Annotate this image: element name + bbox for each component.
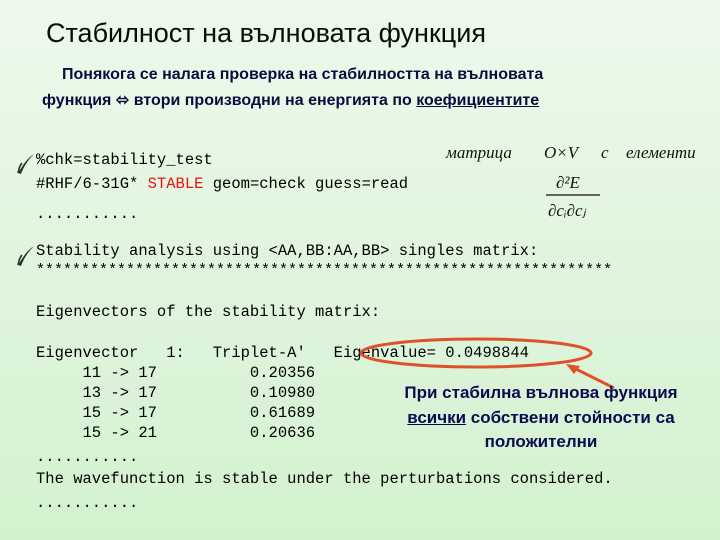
table-row: 15 -> 21 0.20636 xyxy=(36,424,316,442)
ellipsis-line: ........... xyxy=(36,494,139,512)
highlight-ellipse xyxy=(358,336,594,370)
bullet-swoosh-icon xyxy=(16,151,36,175)
with-word: с xyxy=(601,143,609,162)
intro-coefficients-word: коефициентите xyxy=(416,92,540,109)
double-arrow-icon: ⬄ xyxy=(115,92,130,109)
route-options-text: geom=check guess=read xyxy=(203,175,409,193)
eigenvalue-text: Eigenvalue= 0.0498844 xyxy=(333,344,529,362)
eigenvectors-heading: Eigenvectors of the stability matrix: xyxy=(36,303,381,321)
asterisk-separator: **************************************************************** xyxy=(36,262,613,279)
intro-line-2 xyxy=(42,90,539,110)
operator-text: O×V xyxy=(544,143,579,162)
note-line-2 xyxy=(378,408,704,428)
intro-second-derivatives: втори производни на енергията по xyxy=(133,92,412,109)
note-all-word: всички xyxy=(407,408,467,427)
intro-line-1: Понякога се налага проверка на стабилността на вълновата xyxy=(62,66,544,83)
derivative-denominator: ∂cᵢ∂cⱼ xyxy=(548,201,586,220)
route-method-text: #RHF/6-31G* xyxy=(36,175,148,193)
derivative-numerator: ∂²E xyxy=(556,173,580,192)
route-line-method xyxy=(36,175,408,193)
stability-analysis-line: Stability analysis using <AA,BB:AA,BB> singles matrix: xyxy=(36,242,539,260)
note-line-1: При стабилна вълнова функция xyxy=(404,383,678,402)
elements-word: елементи xyxy=(626,143,696,162)
table-row: 11 -> 17 0.20356 xyxy=(36,364,316,382)
bullet-swoosh-icon xyxy=(16,243,36,267)
note-eigenvalues-text: собствени стойности са xyxy=(466,408,675,427)
table-row: 13 -> 17 0.10980 xyxy=(36,384,316,402)
ellipsis-line: ........... xyxy=(36,205,139,223)
note-line-3: положителни xyxy=(484,432,598,451)
route-line-chk: %chk=stability_test xyxy=(36,151,213,169)
slide-title: Стабилност на вълновата функция xyxy=(46,18,486,48)
matrix-word: матрица xyxy=(446,143,512,162)
intro-function-word: функция xyxy=(42,92,112,109)
eigenvector-label: Eigenvector 1: Triplet-A' xyxy=(36,344,334,362)
matrix-formula xyxy=(444,138,720,228)
ellipsis-line: ........... xyxy=(36,448,139,466)
table-row: 15 -> 17 0.61689 xyxy=(36,404,316,422)
stable-conclusion-line: The wavefunction is stable under the perturbations considered. xyxy=(36,470,613,488)
stable-keyword: STABLE xyxy=(147,175,204,193)
